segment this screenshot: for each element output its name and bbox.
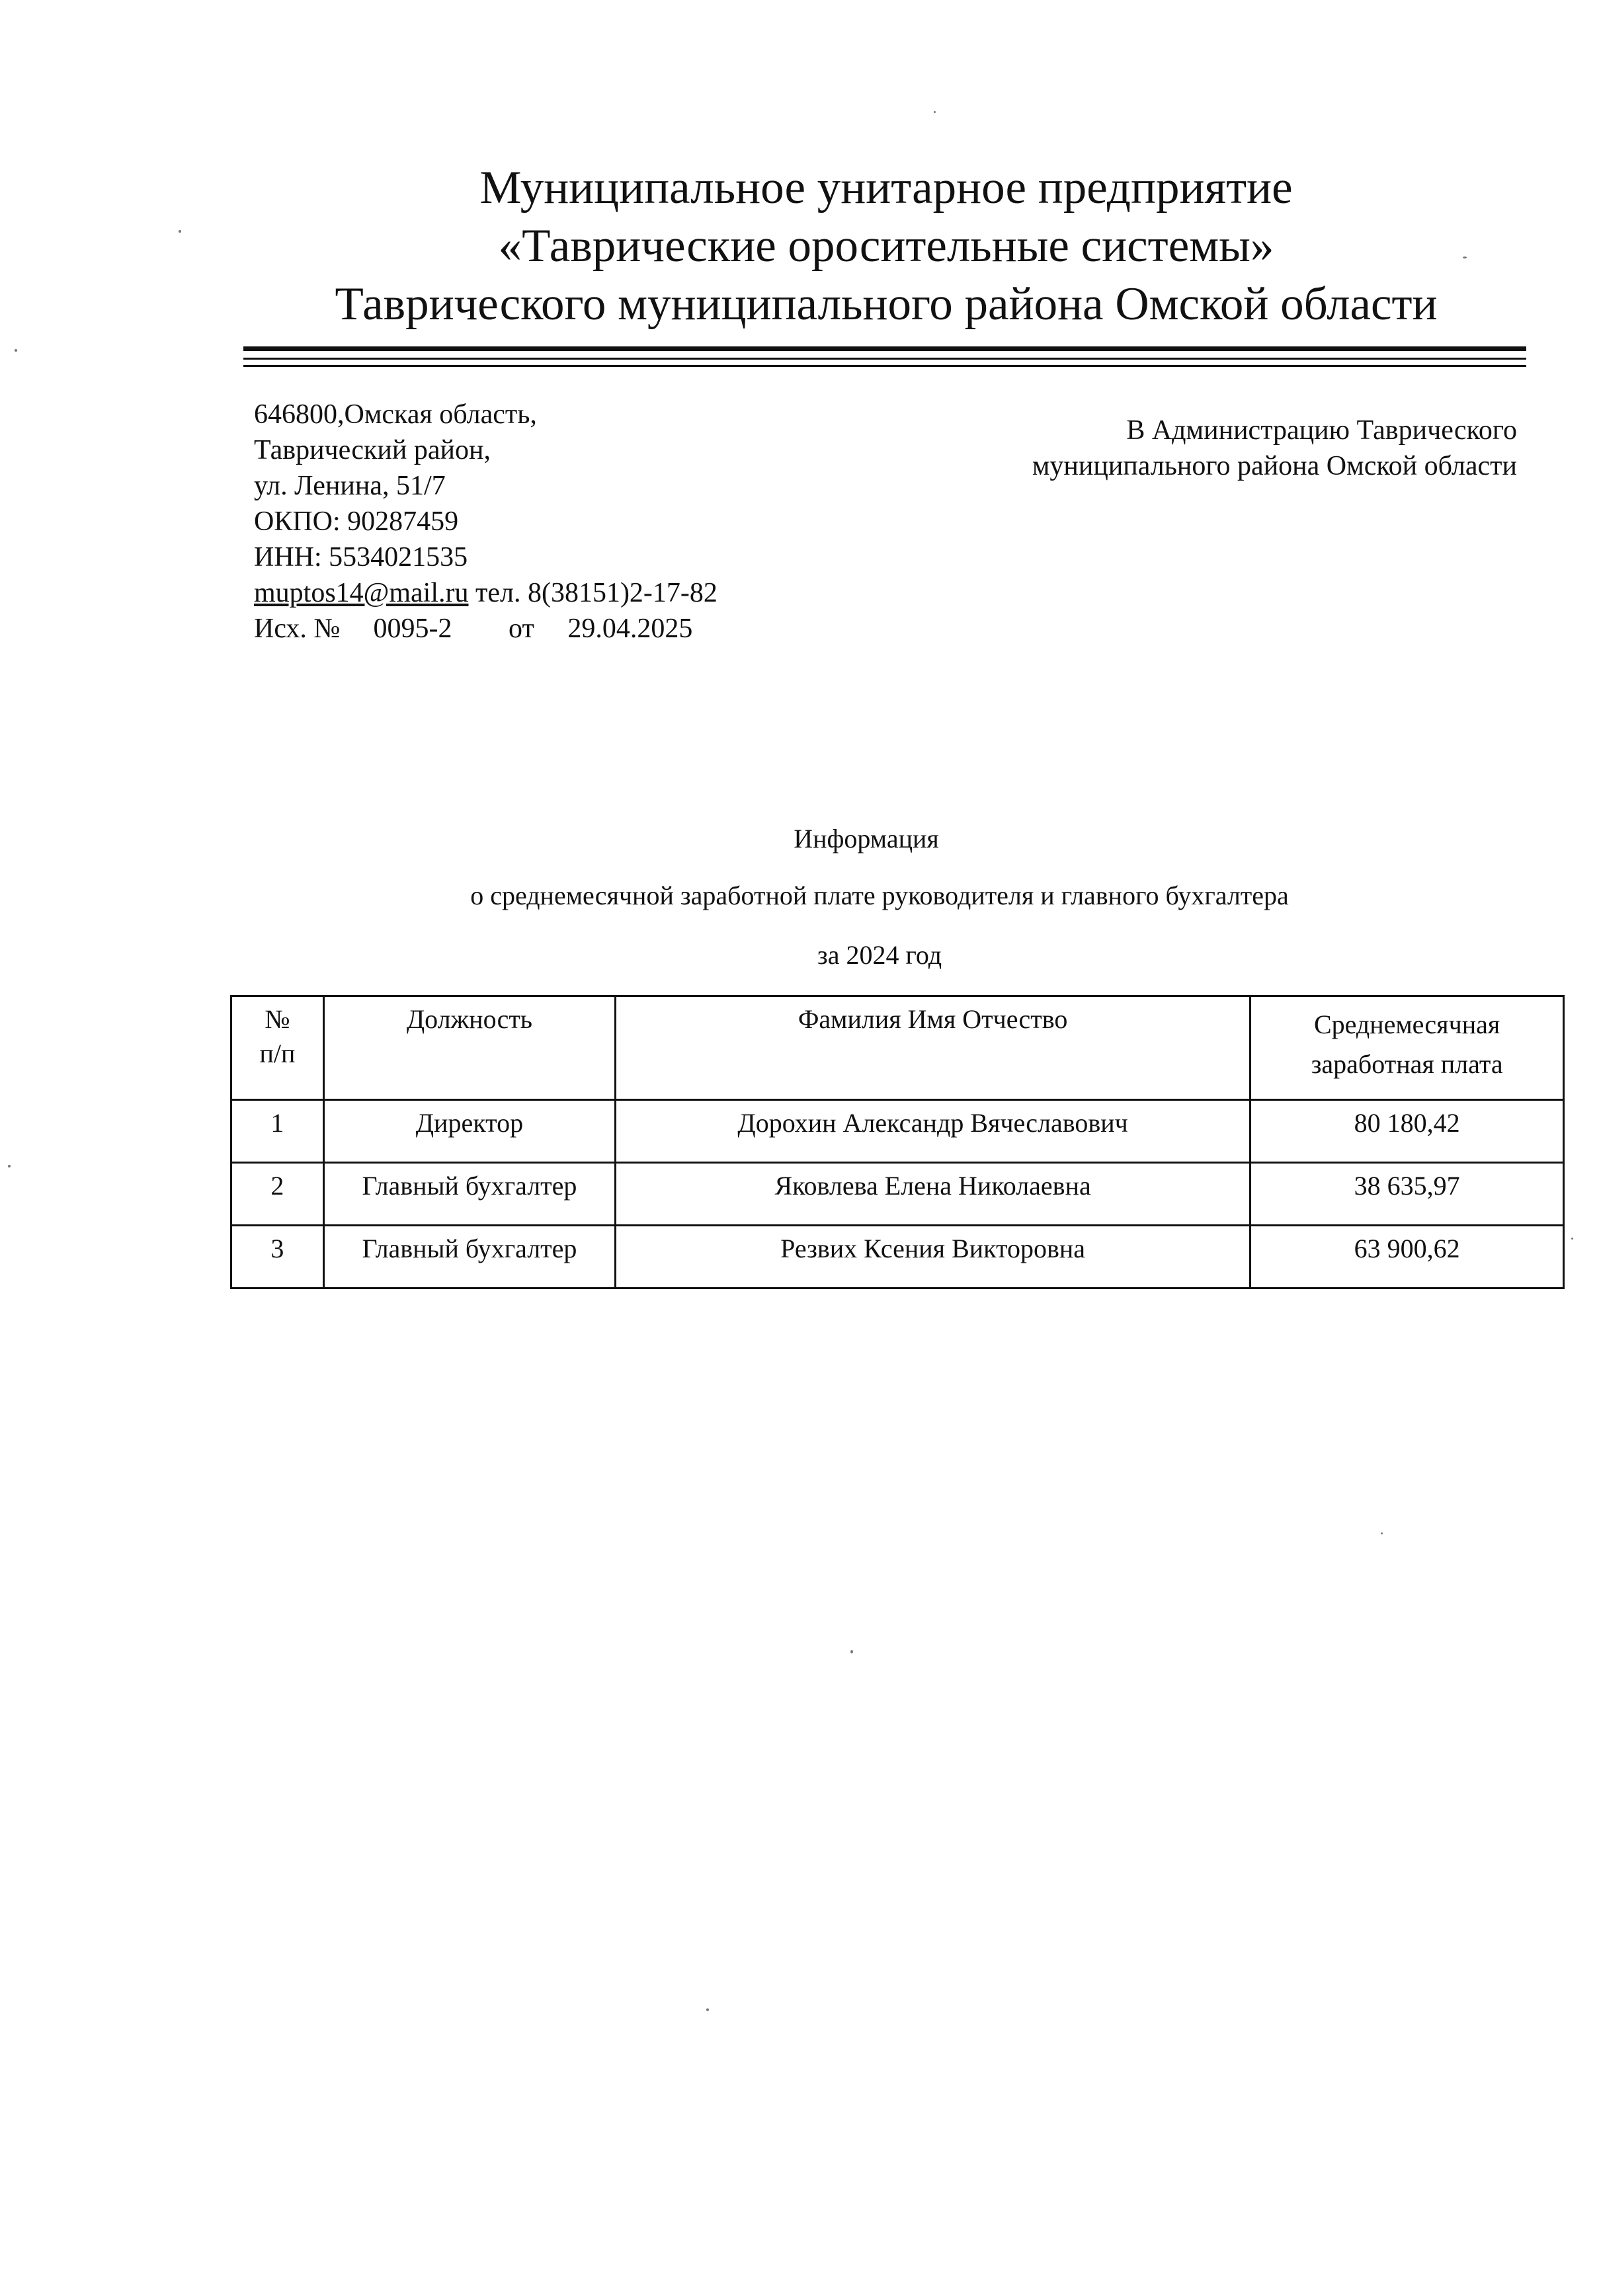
sender-inn: ИНН: 5534021535 [254, 542, 468, 573]
column-header-number: № п/п [231, 996, 324, 1100]
sender-okpo: ОКПО: 90287459 [254, 506, 459, 537]
row-position: Главный бухгалтер [323, 1226, 615, 1288]
reference-from-label: от [509, 614, 534, 644]
scan-speck [1463, 257, 1467, 258]
organization-name-line3: Таврического муниципального района Омской области [335, 278, 1438, 330]
document-subtitle: о среднемесячной заработной плате руководителя и главного бухгалтера [470, 881, 1289, 910]
sender-details [254, 397, 718, 647]
scan-speck [8, 1165, 11, 1168]
header-divider-thin [243, 358, 1526, 360]
table-header-row [231, 996, 1564, 1100]
row-full-name: Дорохин Александр Вячеславович [616, 1100, 1250, 1163]
row-number: 1 [231, 1100, 324, 1163]
table-row [231, 1100, 1564, 1163]
sender-email-link[interactable]: muptos14@mail.ru [254, 578, 469, 608]
organization-name-line2: «Таврические оросительные системы» [498, 220, 1274, 272]
scan-speck [706, 2008, 709, 2011]
reference-date: 29.04.2025 [567, 614, 693, 644]
table-row [231, 1163, 1564, 1226]
scan-speck [179, 230, 181, 233]
scan-speck [850, 1650, 853, 1653]
row-position: Директор [323, 1100, 615, 1163]
row-salary: 80 180,42 [1250, 1100, 1564, 1163]
document-title: Информация [794, 824, 939, 853]
recipient-block [922, 413, 1517, 484]
row-salary: 63 900,62 [1250, 1226, 1564, 1288]
row-full-name: Резвих Ксения Викторовна [616, 1226, 1250, 1288]
recipient-line2: муниципального района Омской области [1032, 451, 1517, 481]
outgoing-reference [254, 611, 692, 647]
column-header-position: Должность [323, 996, 615, 1100]
row-number: 3 [231, 1226, 324, 1288]
recipient-line1: В Администрацию Таврического [1126, 415, 1517, 446]
organization-name-line1: Муниципальное унитарное предприятие [479, 162, 1293, 214]
document-period: за 2024 год [817, 940, 942, 970]
scan-speck [1571, 1238, 1573, 1240]
row-position: Главный бухгалтер [323, 1163, 615, 1226]
sender-address-line1: 646800,Омская область, [254, 399, 537, 430]
table-row [231, 1226, 1564, 1288]
organization-header [245, 159, 1528, 333]
header-divider-thin-2 [243, 365, 1526, 367]
salary-table [230, 995, 1565, 1289]
reference-number: 0095-2 [373, 614, 452, 644]
sender-contacts [254, 575, 718, 611]
row-full-name: Яковлева Елена Николаевна [616, 1163, 1250, 1226]
reference-label: Исх. № [254, 614, 341, 644]
row-number: 2 [231, 1163, 324, 1226]
row-salary: 38 635,97 [1250, 1163, 1564, 1226]
scan-speck [934, 111, 936, 113]
sender-address-line3: ул. Ленина, 51/7 [254, 471, 446, 501]
scan-speck [1381, 1532, 1383, 1534]
column-header-salary: Среднемесячная заработная плата [1250, 996, 1564, 1100]
scan-speck [15, 349, 17, 352]
sender-address-line2: Таврический район, [254, 435, 491, 465]
header-divider-thick [243, 346, 1526, 351]
sender-phone: тел. 8(38151)2-17-82 [468, 578, 718, 608]
column-header-full-name: Фамилия Имя Отчество [616, 996, 1250, 1100]
